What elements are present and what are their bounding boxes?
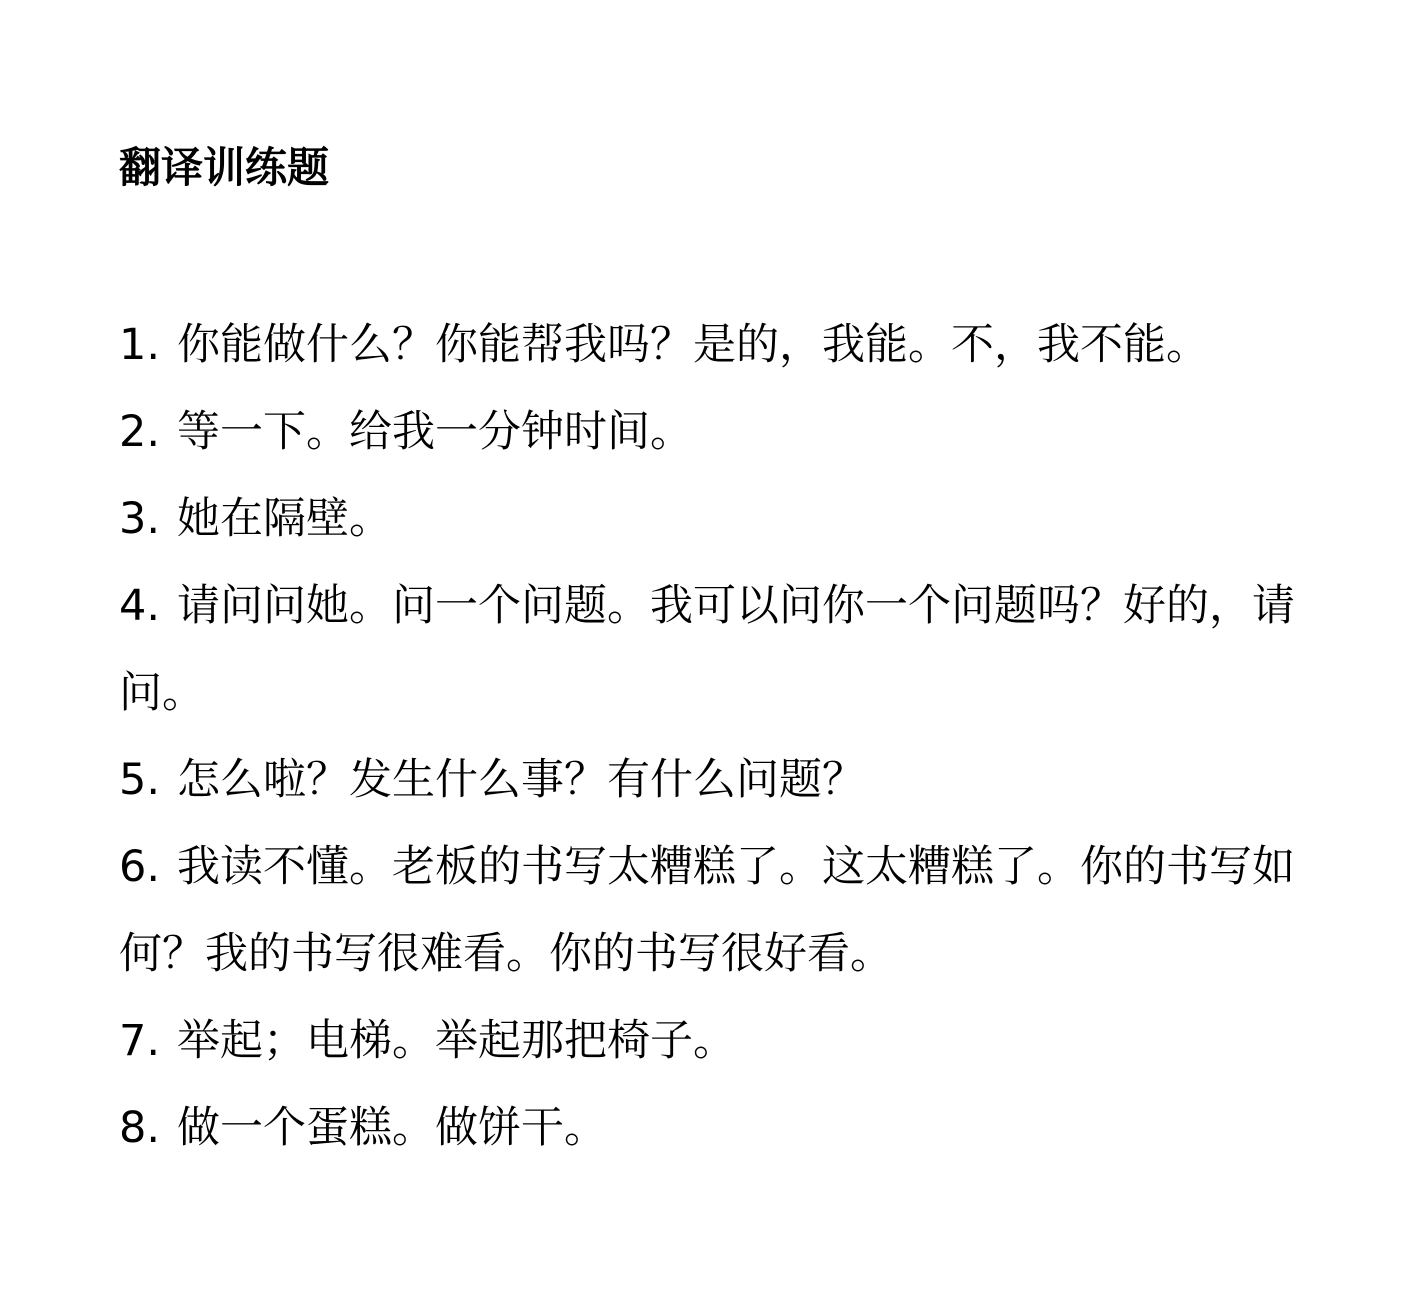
item-number: 7. [119,1016,161,1066]
item-number: 1. [119,320,161,370]
list-item [119,998,1309,1085]
document-title: 翻译训练题 [119,143,330,192]
item-number: 6. [119,842,161,892]
item-number: 5. [119,755,161,805]
list-item [119,824,1309,998]
item-text: 举起；电梯。举起那把椅子。 [177,1016,736,1066]
list-item [119,737,1309,824]
list-item [119,476,1309,563]
exercise-list [119,302,1309,1172]
item-number: 4. [119,581,161,631]
item-text: 怎么啦？发生什么事？有什么问题？ [177,755,865,805]
list-item [119,1085,1309,1172]
item-number: 3. [119,494,161,544]
item-number: 8. [119,1103,161,1153]
list-item [119,389,1309,476]
list-item [119,302,1309,389]
item-number: 2. [119,407,161,457]
item-text: 请问问她。问一个问题。我可以问你一个问题吗？好的，请问。 [119,581,1295,718]
item-text: 等一下。给我一分钟时间。 [177,407,693,457]
item-text: 她在隔壁。 [177,494,392,544]
item-text: 我读不懂。老板的书写太糟糕了。这太糟糕了。你的书写如何？我的书写很难看。你的书写很好看。 [119,842,1295,979]
list-item [119,563,1309,737]
item-text: 你能做什么？你能帮我吗？是的，我能。不，我不能。 [177,320,1209,370]
item-text: 做一个蛋糕。做饼干。 [177,1103,607,1153]
